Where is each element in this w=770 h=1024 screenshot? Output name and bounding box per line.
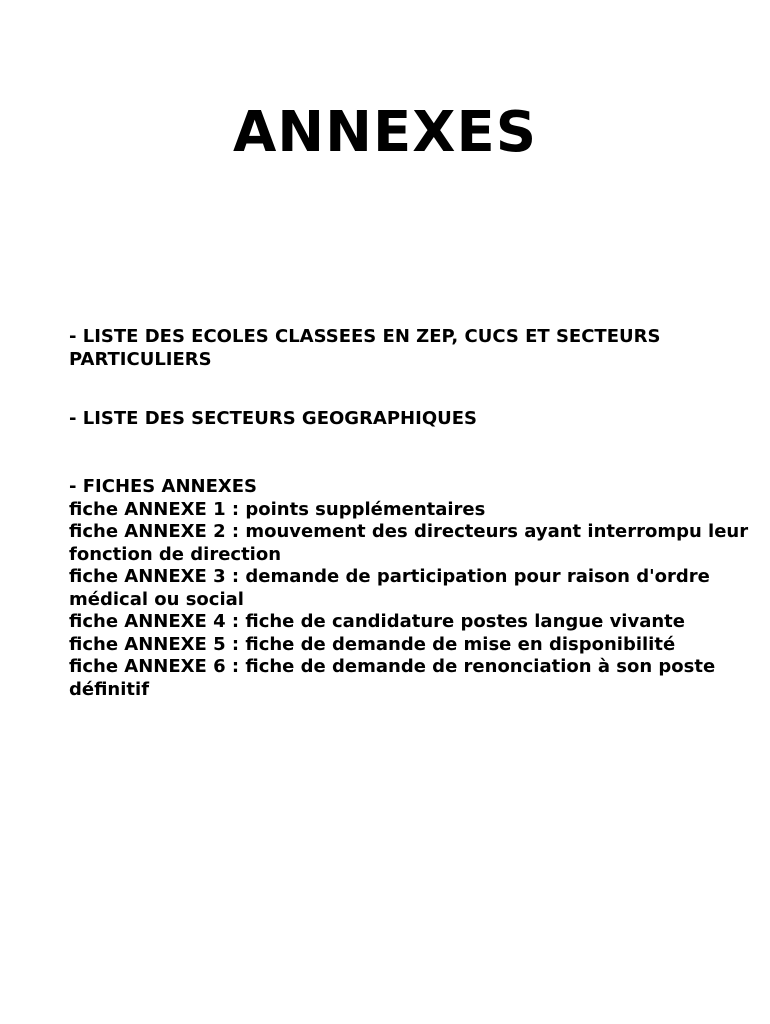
annexe-line: fiche ANNEXE 4 : fiche de candidature postes langue vivante [69, 611, 685, 632]
section-line: - LISTE DES SECTEURS GEOGRAPHIQUES [69, 408, 477, 429]
annexe-line: fiche ANNEXE 2 : mouvement des directeurs ayant interrompu leur [69, 521, 749, 542]
annexe-line: fonction de direction [69, 543, 282, 565]
section-fiches-annexes [69, 476, 749, 701]
annexe-line: définitif [69, 678, 150, 700]
section-ecoles-zep [69, 326, 739, 371]
annexe-line: fiche ANNEXE 3 : demande de participation pour raison d'ordre [69, 566, 710, 587]
annexe-line: fiche ANNEXE 5 : fiche de demande de mise en disponibilité [69, 633, 676, 655]
section-line: PARTICULIERS [69, 348, 212, 370]
annexe-line: fiche ANNEXE 1 : points supplémentaires [69, 498, 486, 520]
page-title: ANNEXES [232, 100, 538, 165]
section-secteurs-geographiques [69, 408, 739, 431]
section-line: - LISTE DES ECOLES CLASSEES EN ZEP, CUCS ET SECTEURS [69, 326, 661, 347]
annexe-line: médical ou social [69, 588, 244, 610]
section-heading: - FICHES ANNEXES [69, 476, 258, 497]
annexe-line: fiche ANNEXE 6 : fiche de demande de renonciation à son poste [69, 656, 716, 677]
